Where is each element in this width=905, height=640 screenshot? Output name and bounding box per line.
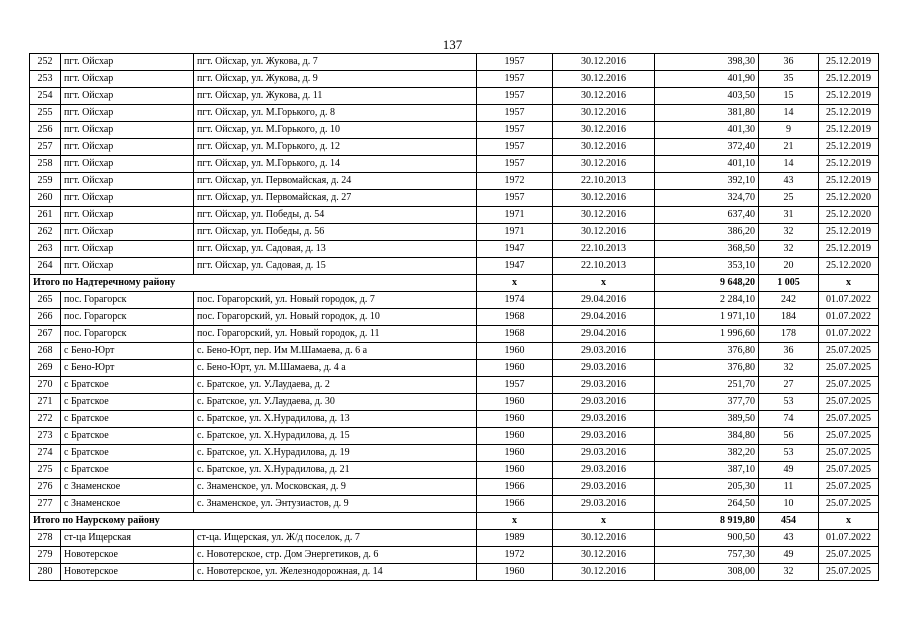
locality-cell: с Знаменское [61, 496, 194, 513]
table-row [30, 190, 879, 207]
date-cell: 30.12.2016 [553, 54, 655, 71]
planned-date-cell: 01.07.2022 [819, 326, 879, 343]
subtotal-row [30, 513, 879, 530]
area-cell: 308,00 [655, 564, 759, 581]
planned-date-cell: 25.07.2025 [819, 479, 879, 496]
year-cell: 1957 [477, 122, 553, 139]
locality-cell: с Братское [61, 411, 194, 428]
planned-date-cell: 25.12.2019 [819, 54, 879, 71]
table-row [30, 547, 879, 564]
area-cell: 384,80 [655, 428, 759, 445]
address-cell: с. Знаменское, ул. Московская, д. 9 [194, 479, 477, 496]
table-row [30, 122, 879, 139]
table-row [30, 71, 879, 88]
table-row [30, 343, 879, 360]
row-number-cell: 260 [30, 190, 61, 207]
row-number-cell: 279 [30, 547, 61, 564]
area-cell: 398,30 [655, 54, 759, 71]
residents-cell: 20 [759, 258, 819, 275]
subtotal-label: Итого по Наурскому району [30, 513, 477, 530]
table-row [30, 258, 879, 275]
table-row [30, 309, 879, 326]
residents-cell: 32 [759, 564, 819, 581]
address-cell: пос. Горагорский, ул. Новый городок, д. 10 [194, 309, 477, 326]
table-row [30, 462, 879, 479]
year-cell: 1957 [477, 139, 553, 156]
area-cell: 637,40 [655, 207, 759, 224]
table-row [30, 564, 879, 581]
residents-cell: 32 [759, 241, 819, 258]
row-number-cell: 259 [30, 173, 61, 190]
date-cell: 22.10.2013 [553, 241, 655, 258]
table-row [30, 105, 879, 122]
locality-cell: с Братское [61, 445, 194, 462]
planned-date-cell: 25.12.2019 [819, 173, 879, 190]
row-number-cell: 252 [30, 54, 61, 71]
date-cell: 22.10.2013 [553, 258, 655, 275]
year-cell: 1957 [477, 190, 553, 207]
year-cell: 1968 [477, 309, 553, 326]
row-number-cell: 274 [30, 445, 61, 462]
page-number: 137 [442, 37, 463, 52]
planned-date-cell: 25.12.2019 [819, 88, 879, 105]
date-cell: 29.03.2016 [553, 428, 655, 445]
residents-cell: 31 [759, 207, 819, 224]
address-cell: пгт. Ойсхар, ул. Жукова, д. 11 [194, 88, 477, 105]
date-cell: 30.12.2016 [553, 88, 655, 105]
area-cell: 757,30 [655, 547, 759, 564]
area-cell: 2 284,10 [655, 292, 759, 309]
table-row [30, 139, 879, 156]
residents-cell: 32 [759, 224, 819, 241]
area-cell: 264,50 [655, 496, 759, 513]
area-cell: 9 648,20 [655, 275, 759, 292]
table-row [30, 326, 879, 343]
area-cell: 392,10 [655, 173, 759, 190]
locality-cell: с Братское [61, 462, 194, 479]
locality-cell: пгт. Ойсхар [61, 139, 194, 156]
address-cell: с. Новотерское, ул. Железнодорожная, д. 14 [194, 564, 477, 581]
area-cell: 401,10 [655, 156, 759, 173]
year-cell: 1957 [477, 54, 553, 71]
row-number-cell: 269 [30, 360, 61, 377]
row-number-cell: 261 [30, 207, 61, 224]
table-row [30, 207, 879, 224]
area-cell: 401,30 [655, 122, 759, 139]
year-cell: 1972 [477, 173, 553, 190]
locality-cell: с Бено-Юрт [61, 343, 194, 360]
address-cell: с. Знаменское, ул. Энтузиастов, д. 9 [194, 496, 477, 513]
row-number-cell: 280 [30, 564, 61, 581]
date-cell: 29.03.2016 [553, 377, 655, 394]
date-cell: 30.12.2016 [553, 530, 655, 547]
year-cell: 1971 [477, 224, 553, 241]
area-cell: 387,10 [655, 462, 759, 479]
row-number-cell: 270 [30, 377, 61, 394]
row-number-cell: 272 [30, 411, 61, 428]
planned-date-cell: 25.07.2025 [819, 428, 879, 445]
locality-cell: пгт. Ойсхар [61, 258, 194, 275]
row-number-cell: 262 [30, 224, 61, 241]
table-row [30, 156, 879, 173]
residents-cell: 14 [759, 105, 819, 122]
residents-cell: 36 [759, 54, 819, 71]
residents-cell: 10 [759, 496, 819, 513]
area-cell: 401,90 [655, 71, 759, 88]
table-row [30, 428, 879, 445]
address-cell: пос. Горагорский, ул. Новый городок, д. 11 [194, 326, 477, 343]
year-cell: 1960 [477, 564, 553, 581]
address-cell: пгт. Ойсхар, ул. Жукова, д. 7 [194, 54, 477, 71]
date-cell: х [553, 513, 655, 530]
subtotal-row [30, 275, 879, 292]
locality-cell: пос. Горагорск [61, 326, 194, 343]
row-number-cell: 265 [30, 292, 61, 309]
year-cell: 1960 [477, 462, 553, 479]
planned-date-cell: 25.12.2019 [819, 122, 879, 139]
address-cell: пгт. Ойсхар, ул. Победы, д. 54 [194, 207, 477, 224]
residents-cell: 53 [759, 394, 819, 411]
date-cell: 30.12.2016 [553, 547, 655, 564]
residents-cell: 36 [759, 343, 819, 360]
planned-date-cell: 01.07.2022 [819, 292, 879, 309]
locality-cell: пос. Горагорск [61, 309, 194, 326]
date-cell: 29.03.2016 [553, 343, 655, 360]
area-cell: 386,20 [655, 224, 759, 241]
area-cell: 900,50 [655, 530, 759, 547]
table-row [30, 173, 879, 190]
planned-date-cell: 01.07.2022 [819, 530, 879, 547]
subtotal-label: Итого по Надтеречному району [30, 275, 477, 292]
area-cell: 372,40 [655, 139, 759, 156]
date-cell: 29.03.2016 [553, 394, 655, 411]
planned-date-cell: 25.07.2025 [819, 394, 879, 411]
area-cell: 251,70 [655, 377, 759, 394]
residents-cell: 32 [759, 360, 819, 377]
locality-cell: пгт. Ойсхар [61, 54, 194, 71]
year-cell: 1957 [477, 105, 553, 122]
row-number-cell: 273 [30, 428, 61, 445]
housing-registry-table [29, 53, 879, 581]
residents-cell: 56 [759, 428, 819, 445]
year-cell: 1960 [477, 343, 553, 360]
year-cell: 1960 [477, 445, 553, 462]
area-cell: 353,10 [655, 258, 759, 275]
address-cell: пгт. Ойсхар, ул. Первомайская, д. 24 [194, 173, 477, 190]
address-cell: с. Братское, ул. У.Лаудаева, д. 2 [194, 377, 477, 394]
area-cell: 368,50 [655, 241, 759, 258]
address-cell: с. Братское, ул. У.Лаудаева, д. 30 [194, 394, 477, 411]
address-cell: с. Бено-Юрт, пер. Им М.Шамаева, д. 6 а [194, 343, 477, 360]
planned-date-cell: 25.12.2019 [819, 139, 879, 156]
table-row [30, 530, 879, 547]
year-cell: х [477, 275, 553, 292]
table-row [30, 224, 879, 241]
residents-cell: 35 [759, 71, 819, 88]
residents-cell: 43 [759, 530, 819, 547]
year-cell: 1960 [477, 428, 553, 445]
row-number-cell: 255 [30, 105, 61, 122]
table-row [30, 479, 879, 496]
planned-date-cell: 25.12.2019 [819, 156, 879, 173]
table-row [30, 394, 879, 411]
date-cell: 30.12.2016 [553, 564, 655, 581]
year-cell: 1960 [477, 394, 553, 411]
row-number-cell: 276 [30, 479, 61, 496]
address-cell: с. Братское, ул. Х.Нурадилова, д. 13 [194, 411, 477, 428]
address-cell: пгт. Ойсхар, ул. М.Горького, д. 8 [194, 105, 477, 122]
planned-date-cell: 25.12.2019 [819, 241, 879, 258]
locality-cell: пгт. Ойсхар [61, 122, 194, 139]
area-cell: 1 996,60 [655, 326, 759, 343]
locality-cell: пгт. Ойсхар [61, 173, 194, 190]
planned-date-cell: х [819, 513, 879, 530]
locality-cell: пгт. Ойсхар [61, 156, 194, 173]
area-cell: 382,20 [655, 445, 759, 462]
table-row [30, 360, 879, 377]
date-cell: х [553, 275, 655, 292]
locality-cell: с Знаменское [61, 479, 194, 496]
planned-date-cell: 25.12.2019 [819, 71, 879, 88]
table-body [30, 54, 879, 581]
table-row [30, 54, 879, 71]
table-row [30, 292, 879, 309]
row-number-cell: 275 [30, 462, 61, 479]
date-cell: 29.03.2016 [553, 496, 655, 513]
date-cell: 30.12.2016 [553, 207, 655, 224]
date-cell: 30.12.2016 [553, 71, 655, 88]
date-cell: 29.03.2016 [553, 479, 655, 496]
table-row [30, 241, 879, 258]
area-cell: 389,50 [655, 411, 759, 428]
table-row [30, 496, 879, 513]
planned-date-cell: 25.07.2025 [819, 462, 879, 479]
locality-cell: с Братское [61, 377, 194, 394]
year-cell: 1966 [477, 496, 553, 513]
row-number-cell: 278 [30, 530, 61, 547]
date-cell: 22.10.2013 [553, 173, 655, 190]
residents-cell: 178 [759, 326, 819, 343]
area-cell: 381,80 [655, 105, 759, 122]
residents-cell: 53 [759, 445, 819, 462]
planned-date-cell: 25.07.2025 [819, 564, 879, 581]
address-cell: пгт. Ойсхар, ул. Жукова, д. 9 [194, 71, 477, 88]
row-number-cell: 258 [30, 156, 61, 173]
locality-cell: пгт. Ойсхар [61, 207, 194, 224]
area-cell: 324,70 [655, 190, 759, 207]
address-cell: пгт. Ойсхар, ул. Садовая, д. 13 [194, 241, 477, 258]
year-cell: 1957 [477, 88, 553, 105]
residents-cell: 49 [759, 462, 819, 479]
date-cell: 30.12.2016 [553, 105, 655, 122]
address-cell: пгт. Ойсхар, ул. Победы, д. 56 [194, 224, 477, 241]
locality-cell: с Братское [61, 428, 194, 445]
planned-date-cell: 25.12.2020 [819, 258, 879, 275]
date-cell: 30.12.2016 [553, 156, 655, 173]
address-cell: пгт. Ойсхар, ул. М.Горького, д. 14 [194, 156, 477, 173]
year-cell: 1972 [477, 547, 553, 564]
date-cell: 29.03.2016 [553, 411, 655, 428]
area-cell: 8 919,80 [655, 513, 759, 530]
year-cell: х [477, 513, 553, 530]
residents-cell: 43 [759, 173, 819, 190]
planned-date-cell: 25.07.2025 [819, 411, 879, 428]
planned-date-cell: 25.07.2025 [819, 343, 879, 360]
address-cell: с. Братское, ул. Х.Нурадилова, д. 21 [194, 462, 477, 479]
planned-date-cell: 25.07.2025 [819, 496, 879, 513]
address-cell: ст-ца. Ищерская, ул. Ж/д поселок, д. 7 [194, 530, 477, 547]
year-cell: 1957 [477, 156, 553, 173]
area-cell: 377,70 [655, 394, 759, 411]
residents-cell: 454 [759, 513, 819, 530]
planned-date-cell: 25.12.2019 [819, 224, 879, 241]
date-cell: 29.04.2016 [553, 326, 655, 343]
locality-cell: пгт. Ойсхар [61, 241, 194, 258]
year-cell: 1947 [477, 258, 553, 275]
year-cell: 1974 [477, 292, 553, 309]
address-cell: пгт. Ойсхар, ул. Садовая, д. 15 [194, 258, 477, 275]
area-cell: 376,80 [655, 343, 759, 360]
table-row [30, 445, 879, 462]
year-cell: 1960 [477, 411, 553, 428]
planned-date-cell: 25.12.2020 [819, 207, 879, 224]
locality-cell: Новотерское [61, 547, 194, 564]
address-cell: с. Братское, ул. Х.Нурадилова, д. 19 [194, 445, 477, 462]
residents-cell: 21 [759, 139, 819, 156]
residents-cell: 49 [759, 547, 819, 564]
planned-date-cell: х [819, 275, 879, 292]
date-cell: 30.12.2016 [553, 190, 655, 207]
residents-cell: 27 [759, 377, 819, 394]
area-cell: 205,30 [655, 479, 759, 496]
row-number-cell: 267 [30, 326, 61, 343]
row-number-cell: 263 [30, 241, 61, 258]
row-number-cell: 268 [30, 343, 61, 360]
date-cell: 29.03.2016 [553, 360, 655, 377]
locality-cell: с Братское [61, 394, 194, 411]
table-row [30, 377, 879, 394]
row-number-cell: 256 [30, 122, 61, 139]
year-cell: 1989 [477, 530, 553, 547]
planned-date-cell: 25.07.2025 [819, 377, 879, 394]
planned-date-cell: 25.12.2019 [819, 105, 879, 122]
address-cell: пос. Горагорский, ул. Новый городок, д. 7 [194, 292, 477, 309]
year-cell: 1968 [477, 326, 553, 343]
row-number-cell: 253 [30, 71, 61, 88]
row-number-cell: 257 [30, 139, 61, 156]
date-cell: 30.12.2016 [553, 122, 655, 139]
row-number-cell: 271 [30, 394, 61, 411]
year-cell: 1971 [477, 207, 553, 224]
address-cell: пгт. Ойсхар, ул. Первомайская, д. 27 [194, 190, 477, 207]
locality-cell: пгт. Ойсхар [61, 71, 194, 88]
address-cell: пгт. Ойсхар, ул. М.Горького, д. 10 [194, 122, 477, 139]
locality-cell: пгт. Ойсхар [61, 105, 194, 122]
planned-date-cell: 01.07.2022 [819, 309, 879, 326]
date-cell: 29.04.2016 [553, 292, 655, 309]
year-cell: 1960 [477, 360, 553, 377]
residents-cell: 11 [759, 479, 819, 496]
planned-date-cell: 25.07.2025 [819, 547, 879, 564]
locality-cell: с Бено-Юрт [61, 360, 194, 377]
locality-cell: пгт. Ойсхар [61, 88, 194, 105]
address-cell: с. Братское, ул. Х.Нурадилова, д. 15 [194, 428, 477, 445]
table-row [30, 88, 879, 105]
planned-date-cell: 25.07.2025 [819, 360, 879, 377]
planned-date-cell: 25.12.2020 [819, 190, 879, 207]
residents-cell: 242 [759, 292, 819, 309]
row-number-cell: 264 [30, 258, 61, 275]
date-cell: 29.04.2016 [553, 309, 655, 326]
residents-cell: 1 005 [759, 275, 819, 292]
table-row [30, 411, 879, 428]
year-cell: 1957 [477, 71, 553, 88]
locality-cell: ст-ца Ищерская [61, 530, 194, 547]
area-cell: 1 971,10 [655, 309, 759, 326]
residents-cell: 25 [759, 190, 819, 207]
planned-date-cell: 25.07.2025 [819, 445, 879, 462]
year-cell: 1957 [477, 377, 553, 394]
locality-cell: пгт. Ойсхар [61, 224, 194, 241]
locality-cell: пос. Горагорск [61, 292, 194, 309]
area-cell: 403,50 [655, 88, 759, 105]
address-cell: с. Новотерское, стр. Дом Энергетиков, д. 6 [194, 547, 477, 564]
residents-cell: 14 [759, 156, 819, 173]
date-cell: 30.12.2016 [553, 224, 655, 241]
residents-cell: 74 [759, 411, 819, 428]
residents-cell: 184 [759, 309, 819, 326]
residents-cell: 15 [759, 88, 819, 105]
locality-cell: Новотерское [61, 564, 194, 581]
area-cell: 376,80 [655, 360, 759, 377]
locality-cell: пгт. Ойсхар [61, 190, 194, 207]
residents-cell: 9 [759, 122, 819, 139]
year-cell: 1966 [477, 479, 553, 496]
date-cell: 29.03.2016 [553, 445, 655, 462]
date-cell: 30.12.2016 [553, 139, 655, 156]
date-cell: 29.03.2016 [553, 462, 655, 479]
row-number-cell: 266 [30, 309, 61, 326]
address-cell: с. Бено-Юрт, ул. М.Шамаева, д. 4 а [194, 360, 477, 377]
address-cell: пгт. Ойсхар, ул. М.Горького, д. 12 [194, 139, 477, 156]
row-number-cell: 254 [30, 88, 61, 105]
row-number-cell: 277 [30, 496, 61, 513]
year-cell: 1947 [477, 241, 553, 258]
